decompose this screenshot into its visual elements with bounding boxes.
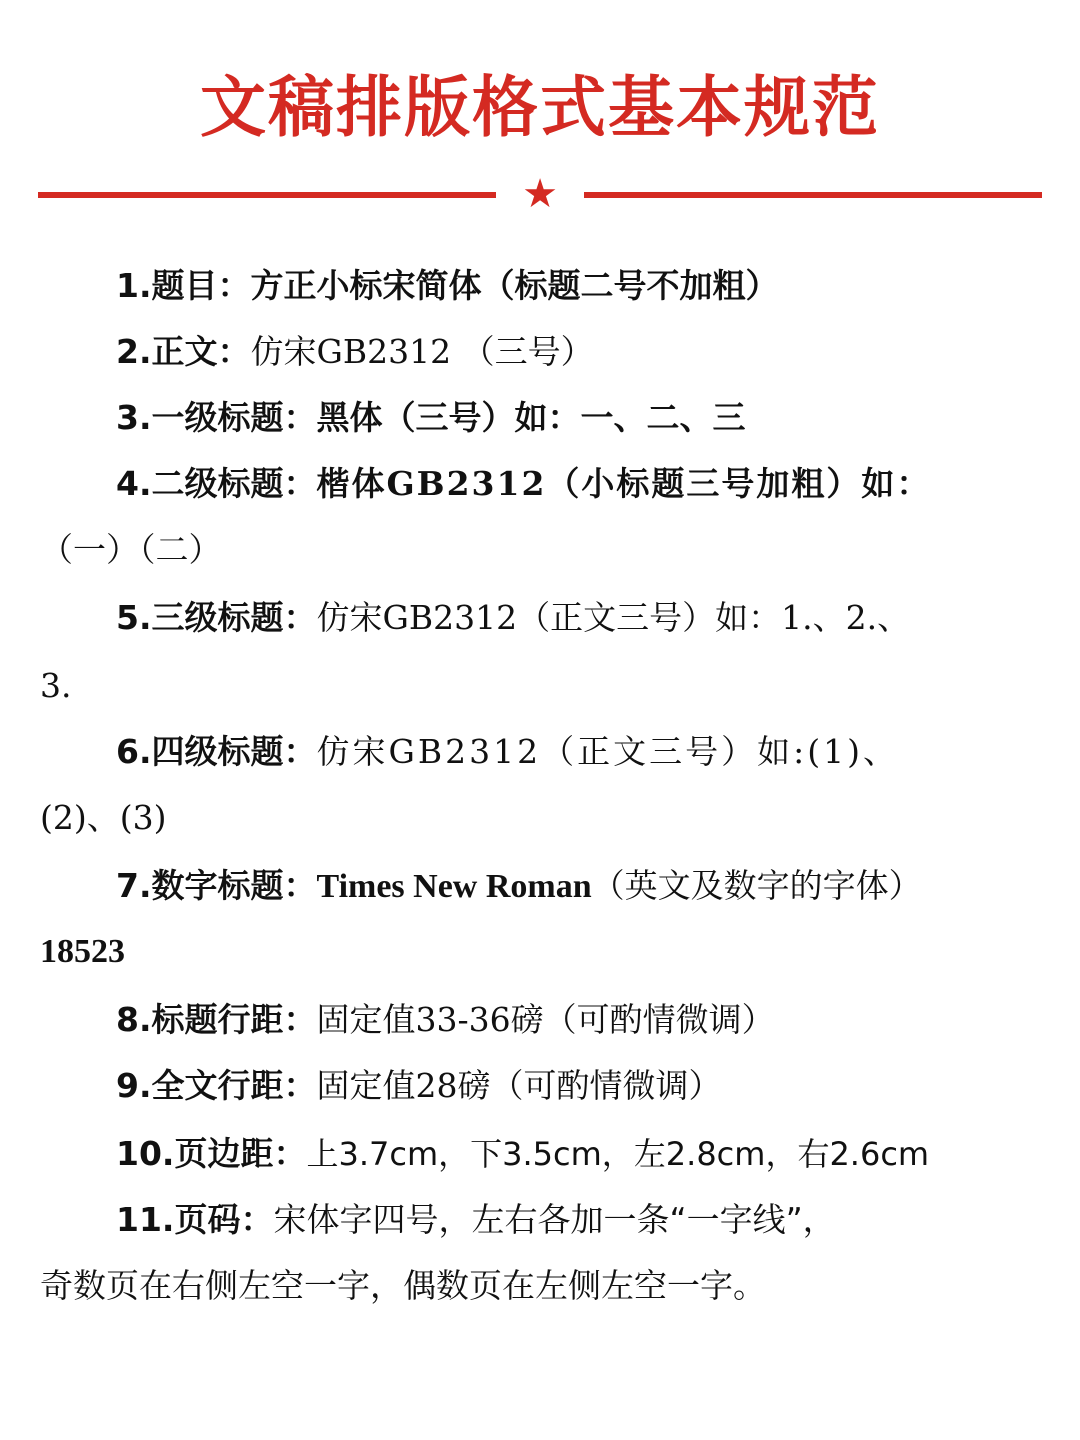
spec-continuation: 3. [40, 666, 72, 705]
spec-value: 上3.7cm，下3.5cm，左2.8cm，右2.6cm [306, 1135, 930, 1173]
star-icon: ★ [522, 171, 558, 217]
spec-value: 仿宋GB2312（正文三号）如:(1)、 [316, 732, 899, 771]
spec-label: 2.正文： [116, 332, 251, 371]
spec-item-level4-heading [40, 719, 1040, 785]
spec-item-body-line-spacing [40, 1053, 1040, 1119]
spec-label: 6.四级标题： [116, 732, 317, 771]
spec-value: 方正小标宋简体（标题二号不加粗） [250, 266, 779, 305]
spec-label: 4.二级标题： [116, 464, 317, 503]
page-title: 文稿排版格式基本规范 [200, 68, 880, 146]
spec-label: 8.标题行距： [116, 1000, 317, 1039]
spec-label: 11.页码： [116, 1200, 274, 1239]
title-divider [38, 171, 1042, 217]
spec-value-font-name: Times New Roman [316, 868, 592, 905]
spec-item-heading-line-spacing [40, 987, 1040, 1053]
spec-continuation: (2)、(3) [40, 798, 167, 837]
spec-item-title-font [40, 253, 1040, 319]
spec-value: 仿宋GB2312（正文三号）如：1.、2.、 [316, 598, 911, 637]
spec-value: （英文及数字的字体） [591, 866, 922, 905]
spec-label: 1.题目： [116, 266, 251, 305]
spec-label: 5.三级标题： [116, 598, 317, 637]
divider-line-left [38, 192, 496, 198]
spec-value: 楷体GB2312（小标题三号加粗）如： [316, 464, 932, 503]
spec-continuation: 奇数页在右侧左空一字，偶数页在左侧左空一字。 [40, 1266, 766, 1305]
spec-item-body-font [40, 319, 1040, 385]
spec-label: 3.一级标题： [116, 398, 317, 437]
spec-item-level1-heading [40, 385, 1040, 451]
spec-label: 10.页边距： [116, 1134, 307, 1173]
spec-value: 仿宋GB2312 （三号） [250, 332, 594, 371]
spec-item-level3-heading [40, 585, 1040, 651]
spec-value: 黑体（三号）如：一、二、三 [316, 398, 746, 437]
spec-continuation: （一）（二） [40, 530, 222, 569]
spec-value: 宋体字四号，左右各加一条“一字线”， [273, 1200, 836, 1239]
spec-value: 固定值28磅（可酌情微调） [316, 1066, 722, 1105]
spec-item-page-margins [40, 1121, 1040, 1187]
spec-continuation: 18523 [40, 933, 125, 970]
spec-item-number-font [40, 853, 1040, 920]
spec-label: 7.数字标题： [116, 866, 317, 905]
spec-item-page-numbers [40, 1187, 1040, 1253]
spec-item-level2-heading [40, 451, 1040, 517]
spec-value: 固定值33-36磅（可酌情微调） [316, 1000, 775, 1039]
divider-line-right [584, 192, 1042, 198]
spec-label: 9.全文行距： [116, 1066, 317, 1105]
